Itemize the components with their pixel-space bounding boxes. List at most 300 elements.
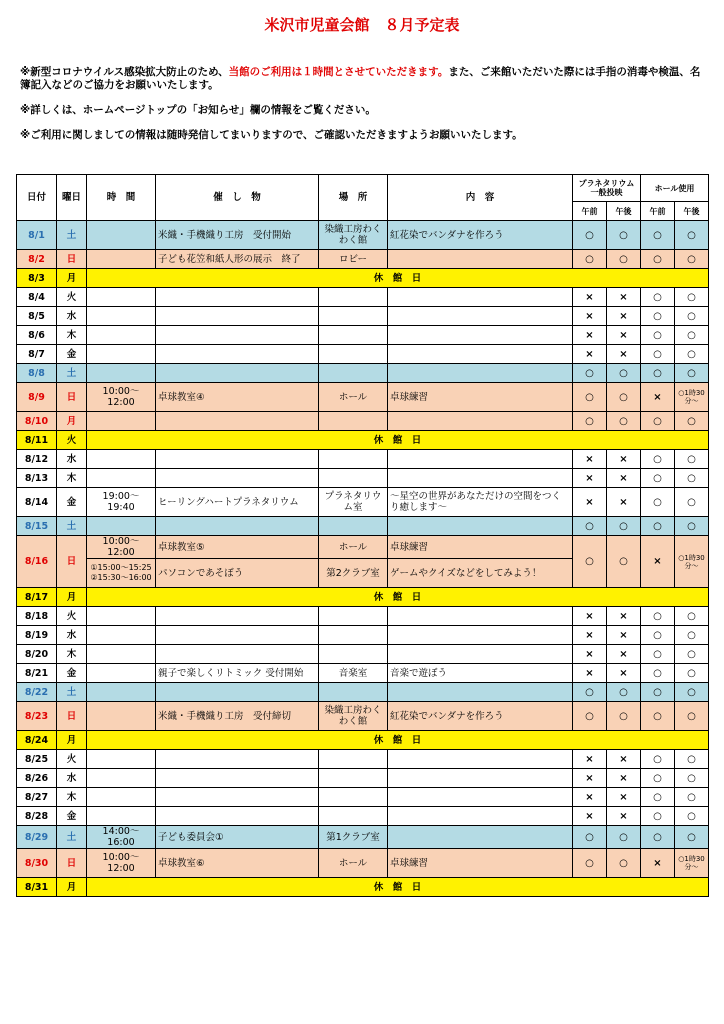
row-date: 8/24: [17, 731, 57, 750]
availability-mark: [641, 626, 675, 645]
row-date: 8/16: [17, 536, 57, 588]
availability-mark: [641, 326, 675, 345]
row-place: [319, 750, 388, 769]
row-content: [388, 288, 573, 307]
availability-mark: [675, 345, 709, 364]
availability-mark-symbol: ○: [653, 472, 662, 484]
schedule-row: [17, 307, 709, 326]
availability-mark: [607, 488, 641, 517]
row-place: 音楽室: [319, 664, 388, 683]
availability-mark: [641, 788, 675, 807]
row-content: ～星空の世界があなただけの空間をつくり癒します～: [388, 488, 573, 517]
availability-mark: [675, 607, 709, 626]
row-content: [388, 412, 573, 431]
availability-mark: [573, 221, 607, 250]
row-dow: 土: [57, 221, 87, 250]
row-content: [388, 469, 573, 488]
availability-mark-symbol: ×: [619, 629, 628, 641]
schedule-row: [17, 645, 709, 664]
availability-mark-symbol: ×: [653, 391, 662, 403]
availability-mark-symbol: ○: [653, 229, 662, 241]
availability-mark: [573, 683, 607, 702]
availability-mark-symbol: ○: [687, 772, 696, 784]
row-date: 8/27: [17, 788, 57, 807]
availability-mark-symbol: ×: [619, 810, 628, 822]
row-time: [87, 364, 156, 383]
row-place: [319, 607, 388, 626]
row-date: 8/1: [17, 221, 57, 250]
availability-mark: [607, 288, 641, 307]
availability-mark-symbol: ○: [653, 520, 662, 532]
availability-mark: [573, 536, 607, 588]
row-place: [319, 326, 388, 345]
header-hall-pm: 午後: [675, 202, 709, 221]
availability-mark-symbol: ○: [687, 648, 696, 660]
row-dow: 日: [57, 383, 87, 412]
row-dow: 月: [57, 878, 87, 897]
schedule-row: [17, 664, 709, 683]
availability-mark-symbol: ×: [619, 472, 628, 484]
row-place: [319, 788, 388, 807]
row-event: 卓球教室⑤: [156, 536, 319, 559]
availability-mark-symbol: ○: [585, 253, 594, 265]
row-event: 子ども委員会①: [156, 826, 319, 849]
row-content: 紅花染でバンダナを作ろう: [388, 221, 573, 250]
row-event: [156, 645, 319, 664]
row-date: 8/30: [17, 849, 57, 878]
availability-mark: [641, 288, 675, 307]
availability-mark-symbol: ○: [619, 415, 628, 427]
availability-mark: [607, 683, 641, 702]
row-date: 8/31: [17, 878, 57, 897]
row-time: [87, 645, 156, 664]
row-content: [388, 807, 573, 826]
row-date: 8/29: [17, 826, 57, 849]
availability-mark: [641, 307, 675, 326]
row-dow: 火: [57, 288, 87, 307]
availability-mark-symbol: ○: [585, 831, 594, 843]
availability-mark-symbol: ○: [653, 329, 662, 341]
availability-mark-symbol: ○: [687, 229, 696, 241]
availability-mark: [675, 469, 709, 488]
availability-mark: [607, 807, 641, 826]
availability-mark-symbol: ○: [687, 686, 696, 698]
closed-day-row: [17, 431, 709, 450]
row-place: 第1クラブ室: [319, 826, 388, 849]
availability-mark: [675, 450, 709, 469]
availability-mark-symbol: ×: [619, 772, 628, 784]
availability-mark-symbol: ×: [585, 791, 594, 803]
availability-mark-symbol: ○: [619, 520, 628, 532]
availability-mark: [641, 645, 675, 664]
row-content: [388, 364, 573, 383]
availability-mark: [641, 450, 675, 469]
closed-day-row: [17, 731, 709, 750]
schedule-body: [17, 221, 709, 897]
schedule-row: [17, 849, 709, 878]
availability-mark: [573, 450, 607, 469]
availability-mark-symbol: ×: [619, 610, 628, 622]
availability-mark: [573, 288, 607, 307]
row-dow: 日: [57, 536, 87, 588]
row-date: 8/22: [17, 683, 57, 702]
availability-mark: [607, 364, 641, 383]
availability-mark-symbol: ×: [619, 329, 628, 341]
row-date: 8/12: [17, 450, 57, 469]
availability-mark: [675, 702, 709, 731]
availability-mark-symbol: ○: [687, 629, 696, 641]
row-date: 8/10: [17, 412, 57, 431]
availability-mark-symbol: ○: [687, 310, 696, 322]
availability-mark-symbol: ×: [585, 472, 594, 484]
page-title: 米沢市児童会館 ８月予定表: [264, 16, 460, 34]
row-place: [319, 288, 388, 307]
schedule-row: [17, 488, 709, 517]
row-place: [319, 517, 388, 536]
availability-mark: [607, 826, 641, 849]
availability-mark-symbol: ○: [687, 810, 696, 822]
row-content: [388, 683, 573, 702]
header-content: 内 容: [388, 175, 573, 221]
availability-mark: [573, 702, 607, 731]
availability-mark: [641, 469, 675, 488]
availability-mark-symbol: ○: [687, 667, 696, 679]
availability-mark: [641, 412, 675, 431]
row-place: ホール: [319, 536, 388, 559]
row-event: [156, 788, 319, 807]
availability-mark-symbol: ×: [585, 753, 594, 765]
closed-day-row: [17, 269, 709, 288]
availability-mark-symbol: ×: [585, 453, 594, 465]
row-time: [87, 702, 156, 731]
notice-1-pre: ※新型コロナウイルス感染拡大防止のため、: [20, 66, 229, 78]
availability-mark-symbol: ×: [653, 857, 662, 869]
row-date: 8/11: [17, 431, 57, 450]
availability-mark: [607, 517, 641, 536]
row-event: [156, 769, 319, 788]
availability-mark: [675, 788, 709, 807]
availability-mark: [675, 383, 709, 412]
closed-day-row: [17, 878, 709, 897]
row-dow: 木: [57, 469, 87, 488]
row-place: [319, 645, 388, 664]
availability-mark: [675, 364, 709, 383]
row-dow: 火: [57, 750, 87, 769]
closed-label: 休 館 日: [87, 588, 709, 607]
row-date: 8/23: [17, 702, 57, 731]
row-time: [87, 450, 156, 469]
availability-mark-symbol: ○: [687, 472, 696, 484]
schedule-row: [17, 788, 709, 807]
availability-mark: [641, 826, 675, 849]
availability-mark-symbol: ○1時30分～: [678, 553, 705, 570]
availability-mark: [573, 664, 607, 683]
row-date: 8/6: [17, 326, 57, 345]
header-event: 催 し 物: [156, 175, 319, 221]
row-event: [156, 412, 319, 431]
availability-mark-symbol: ○: [585, 520, 594, 532]
schedule-row: [17, 536, 709, 559]
availability-mark-symbol: ○: [687, 710, 696, 722]
availability-mark-symbol: ○: [653, 710, 662, 722]
availability-mark-symbol: ○: [653, 348, 662, 360]
availability-mark: [573, 849, 607, 878]
availability-mark-symbol: ○: [585, 229, 594, 241]
availability-mark: [641, 702, 675, 731]
availability-mark: [675, 307, 709, 326]
row-time: [87, 626, 156, 645]
availability-mark-symbol: ○: [619, 367, 628, 379]
header-dow: 曜日: [57, 175, 87, 221]
row-date: 8/4: [17, 288, 57, 307]
availability-mark: [607, 664, 641, 683]
availability-mark-symbol: ×: [585, 310, 594, 322]
availability-mark: [641, 607, 675, 626]
availability-mark: [641, 664, 675, 683]
availability-mark-symbol: ○: [585, 415, 594, 427]
availability-mark-symbol: ×: [585, 610, 594, 622]
availability-mark: [607, 788, 641, 807]
closed-label: 休 館 日: [87, 431, 709, 450]
availability-mark-symbol: ○: [653, 453, 662, 465]
row-time: [87, 517, 156, 536]
row-dow: 金: [57, 345, 87, 364]
availability-mark-symbol: ○: [619, 253, 628, 265]
availability-mark: [607, 250, 641, 269]
schedule-row: [17, 450, 709, 469]
availability-mark-symbol: ○: [653, 610, 662, 622]
notice-1-post: また、ご来館いただいた際には手指の消毒や検温、名簿記入などのご協力をお願いいたします。: [20, 66, 701, 91]
availability-mark: [607, 702, 641, 731]
row-content: 卓球練習: [388, 383, 573, 412]
availability-mark: [607, 412, 641, 431]
availability-mark: [607, 450, 641, 469]
availability-mark: [641, 683, 675, 702]
availability-mark: [607, 326, 641, 345]
availability-mark-symbol: ○: [585, 710, 594, 722]
row-event: 米織・手機織り工房 受付締切: [156, 702, 319, 731]
row-event: [156, 364, 319, 383]
schedule-row: [17, 288, 709, 307]
availability-mark-symbol: ○: [585, 556, 594, 567]
row-date: 8/28: [17, 807, 57, 826]
availability-mark: [675, 250, 709, 269]
availability-mark: [675, 664, 709, 683]
header-planet-pm: 午後: [607, 202, 641, 221]
availability-mark: [607, 536, 641, 588]
row-time: [87, 288, 156, 307]
availability-mark-symbol: ○: [653, 496, 662, 508]
closed-label: 休 館 日: [87, 731, 709, 750]
row-time: [87, 345, 156, 364]
row-event: 子ども花笠和紙人形の展示 終了: [156, 250, 319, 269]
row-date: 8/21: [17, 664, 57, 683]
schedule-row: [17, 345, 709, 364]
row-date: 8/5: [17, 307, 57, 326]
row-time: [87, 469, 156, 488]
availability-mark: [573, 769, 607, 788]
availability-mark-symbol: ○: [653, 629, 662, 641]
row-event: [156, 345, 319, 364]
availability-mark-symbol: ○: [687, 791, 696, 803]
row-place: [319, 412, 388, 431]
availability-mark-symbol: ○: [687, 496, 696, 508]
availability-mark-symbol: ○1時30分～: [678, 389, 705, 405]
availability-mark: [607, 769, 641, 788]
row-date: 8/26: [17, 769, 57, 788]
availability-mark-symbol: ×: [619, 453, 628, 465]
availability-mark-symbol: ○: [653, 367, 662, 379]
availability-mark: [675, 536, 709, 588]
row-place: ホール: [319, 383, 388, 412]
availability-mark: [573, 383, 607, 412]
availability-mark: [675, 626, 709, 645]
row-event: [156, 807, 319, 826]
availability-mark: [641, 221, 675, 250]
availability-mark: [607, 849, 641, 878]
availability-mark-symbol: ○: [585, 367, 594, 379]
schedule-row: [17, 469, 709, 488]
row-dow: 土: [57, 826, 87, 849]
row-dow: 金: [57, 488, 87, 517]
availability-mark: [573, 517, 607, 536]
availability-mark-symbol: ×: [619, 348, 628, 360]
availability-mark-symbol: ×: [619, 791, 628, 803]
row-dow: 木: [57, 326, 87, 345]
availability-mark-symbol: ○: [687, 367, 696, 379]
availability-mark: [573, 788, 607, 807]
availability-mark: [573, 307, 607, 326]
row-place: [319, 769, 388, 788]
row-event: [156, 607, 319, 626]
schedule-row: [17, 702, 709, 731]
availability-mark: [573, 607, 607, 626]
row-dow: 月: [57, 588, 87, 607]
availability-mark: [675, 750, 709, 769]
schedule-row: [17, 221, 709, 250]
row-date: 8/17: [17, 588, 57, 607]
availability-mark: [607, 469, 641, 488]
schedule-row: [17, 769, 709, 788]
availability-mark-symbol: ×: [619, 291, 628, 303]
row-time: [87, 683, 156, 702]
schedule-table: [16, 174, 709, 897]
availability-mark-symbol: ○: [687, 253, 696, 265]
row-content: [388, 607, 573, 626]
row-event: [156, 450, 319, 469]
row-time: [87, 607, 156, 626]
schedule-row: [17, 364, 709, 383]
row-event: ヒーリングハートプラネタリウム: [156, 488, 319, 517]
availability-mark: [573, 807, 607, 826]
availability-mark-symbol: ○: [619, 686, 628, 698]
availability-mark: [675, 326, 709, 345]
row-event: 親子で楽しくリトミック 受付開始: [156, 664, 319, 683]
availability-mark: [573, 750, 607, 769]
row-place: [319, 683, 388, 702]
availability-mark: [607, 750, 641, 769]
row-time: [87, 221, 156, 250]
row-event: [156, 750, 319, 769]
availability-mark: [641, 517, 675, 536]
row-dow: 火: [57, 607, 87, 626]
availability-mark-symbol: ○: [687, 415, 696, 427]
availability-mark-symbol: ○: [585, 686, 594, 698]
availability-mark: [675, 826, 709, 849]
availability-mark: [573, 469, 607, 488]
row-dow: 日: [57, 849, 87, 878]
row-place: [319, 364, 388, 383]
availability-mark-symbol: ○: [619, 229, 628, 241]
availability-mark: [675, 645, 709, 664]
row-date: 8/15: [17, 517, 57, 536]
availability-mark: [641, 769, 675, 788]
row-content: [388, 250, 573, 269]
schedule-row: [17, 683, 709, 702]
availability-mark-symbol: ○: [653, 686, 662, 698]
availability-mark: [573, 626, 607, 645]
row-time-2: [87, 559, 156, 588]
row-place: プラネタリウム室: [319, 488, 388, 517]
availability-mark-symbol: ○: [653, 291, 662, 303]
availability-mark-symbol: ×: [585, 667, 594, 679]
availability-mark-symbol: ○: [687, 753, 696, 765]
schedule-row: [17, 807, 709, 826]
availability-mark-symbol: ○: [619, 710, 628, 722]
availability-mark: [607, 607, 641, 626]
availability-mark: [573, 345, 607, 364]
row-content: 紅花染でバンダナを作ろう: [388, 702, 573, 731]
row-time: [87, 412, 156, 431]
availability-mark-symbol: ○: [653, 753, 662, 765]
row-dow: 土: [57, 364, 87, 383]
notice-1-highlight: 当館のご利用は１時間とさせていただきます。: [228, 66, 449, 78]
row-time: [87, 750, 156, 769]
availability-mark: [675, 807, 709, 826]
notice-3: ※ご利用に関しましての情報は随時発信してまいりますので、ご確認いただきますようお願いいたします。: [20, 129, 523, 141]
schedule-row: [17, 250, 709, 269]
row-date: 8/25: [17, 750, 57, 769]
row-place: 染織工房わくわく館: [319, 702, 388, 731]
availability-mark-symbol: ○: [687, 348, 696, 360]
schedule-row: [17, 326, 709, 345]
row-dow: 水: [57, 626, 87, 645]
availability-mark: [573, 326, 607, 345]
row-time: 14:00～16:00: [87, 826, 156, 849]
row-dow: 水: [57, 450, 87, 469]
row-time-2b: ②15:30～16:00: [90, 573, 152, 582]
header-hall-am: 午前: [641, 202, 675, 221]
row-content: [388, 788, 573, 807]
availability-mark-symbol: ○: [653, 772, 662, 784]
availability-mark: [641, 488, 675, 517]
row-content: [388, 450, 573, 469]
row-event: [156, 626, 319, 645]
row-date: 8/8: [17, 364, 57, 383]
row-time: [87, 326, 156, 345]
schedule-row: [17, 626, 709, 645]
row-date: 8/19: [17, 626, 57, 645]
availability-mark-symbol: ×: [619, 667, 628, 679]
availability-mark: [641, 750, 675, 769]
row-time-2a: ①15:00～15:25: [90, 563, 152, 572]
availability-mark-symbol: ○: [687, 329, 696, 341]
availability-mark: [641, 849, 675, 878]
availability-mark: [675, 221, 709, 250]
row-date: 8/14: [17, 488, 57, 517]
row-event: [156, 288, 319, 307]
header-planetarium: プラネタリウム一般投映: [573, 175, 641, 202]
